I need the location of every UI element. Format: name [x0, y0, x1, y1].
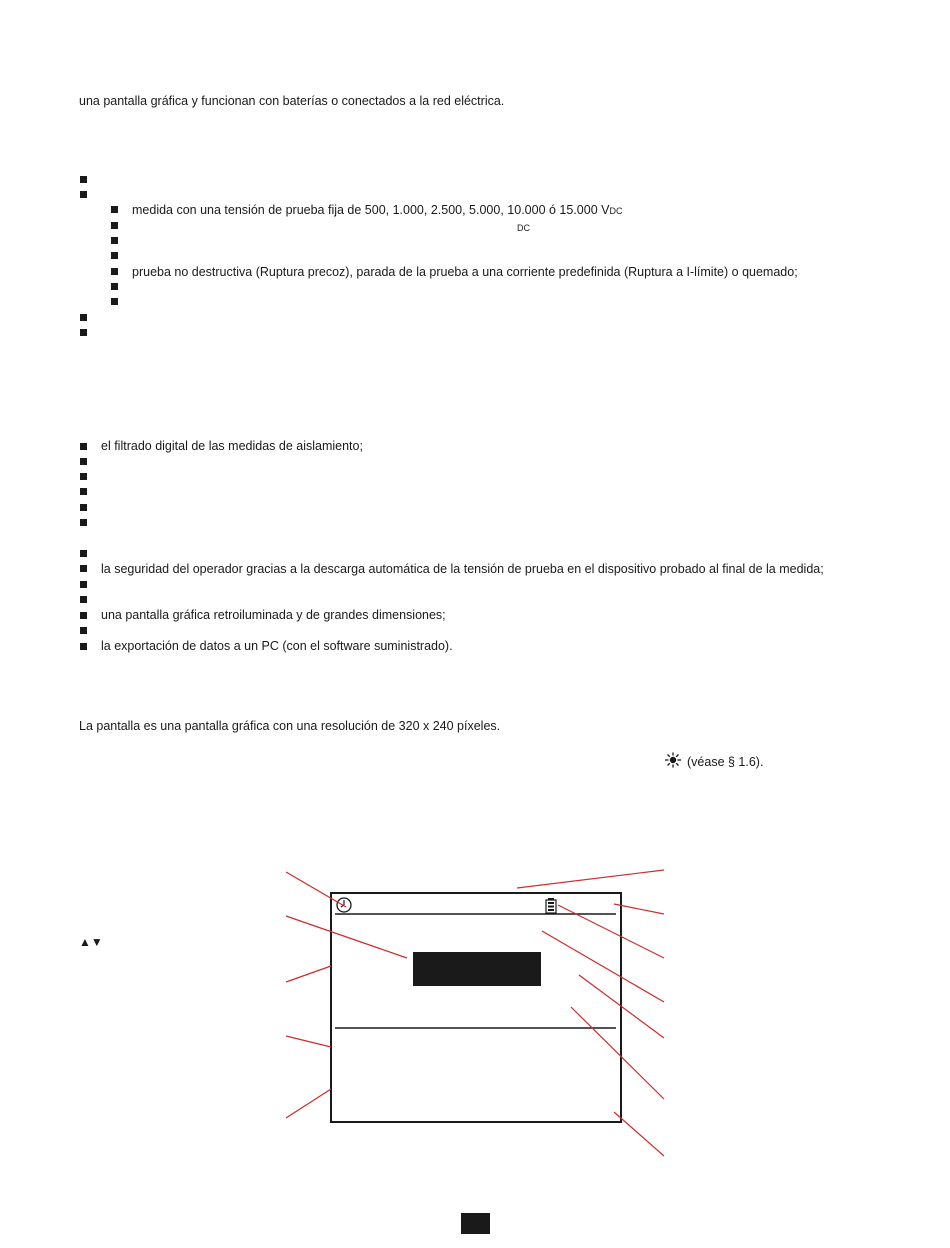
digital-filter-item: el filtrado digital de las medidas de aislamiento; — [101, 439, 363, 453]
breakdown-test-item: prueba no destructiva (Ruptura precoz), parada de la prueba a una corriente predefinida (Ruptura a I-límite) o quemado; — [132, 265, 798, 279]
data-export-item: la exportación de datos a un PC (con el software suministrado). — [101, 639, 453, 653]
callout-line — [571, 1007, 664, 1099]
backlit-display-item: una pantalla gráfica retroiluminada y de grandes dimensiones; — [101, 608, 446, 622]
screen-frame — [331, 893, 621, 1122]
callout-line — [286, 966, 331, 982]
page-number-box — [461, 1213, 490, 1234]
test-voltage-text: medida con una tensión de prueba fija de 500, 1.000, 2.500, 5.000, 10.000 ó 15.000 V — [132, 203, 610, 217]
callout-line — [286, 1036, 331, 1047]
dc-subscript-stray: DC — [517, 223, 530, 233]
battery-icon — [546, 898, 556, 913]
callout-line — [286, 1089, 331, 1118]
dc-subscript: DC — [609, 206, 623, 216]
callout-line — [614, 1112, 664, 1156]
backlight-reference: (véase § 1.6). — [687, 755, 764, 769]
callout-line — [517, 870, 664, 888]
clock-icon — [337, 898, 351, 912]
intro-paragraph: una pantalla gráfica y funcionan con baterías o conectados a la red eléctrica. — [79, 94, 505, 108]
display-resolution-text: La pantalla es una pantalla gráfica con una resolución de 320 x 240 píxeles. — [79, 719, 501, 733]
arrow-keys-symbol: ▲▼ — [79, 935, 103, 949]
operator-safety-item: la seguridad del operador gracias a la descarga automática de la tensión de prueba en el dispositivo probado al final de la medida; — [101, 562, 824, 576]
callout-line — [542, 931, 664, 1002]
callout-line — [286, 916, 407, 958]
value-block — [413, 952, 541, 986]
callout-line — [286, 872, 346, 907]
